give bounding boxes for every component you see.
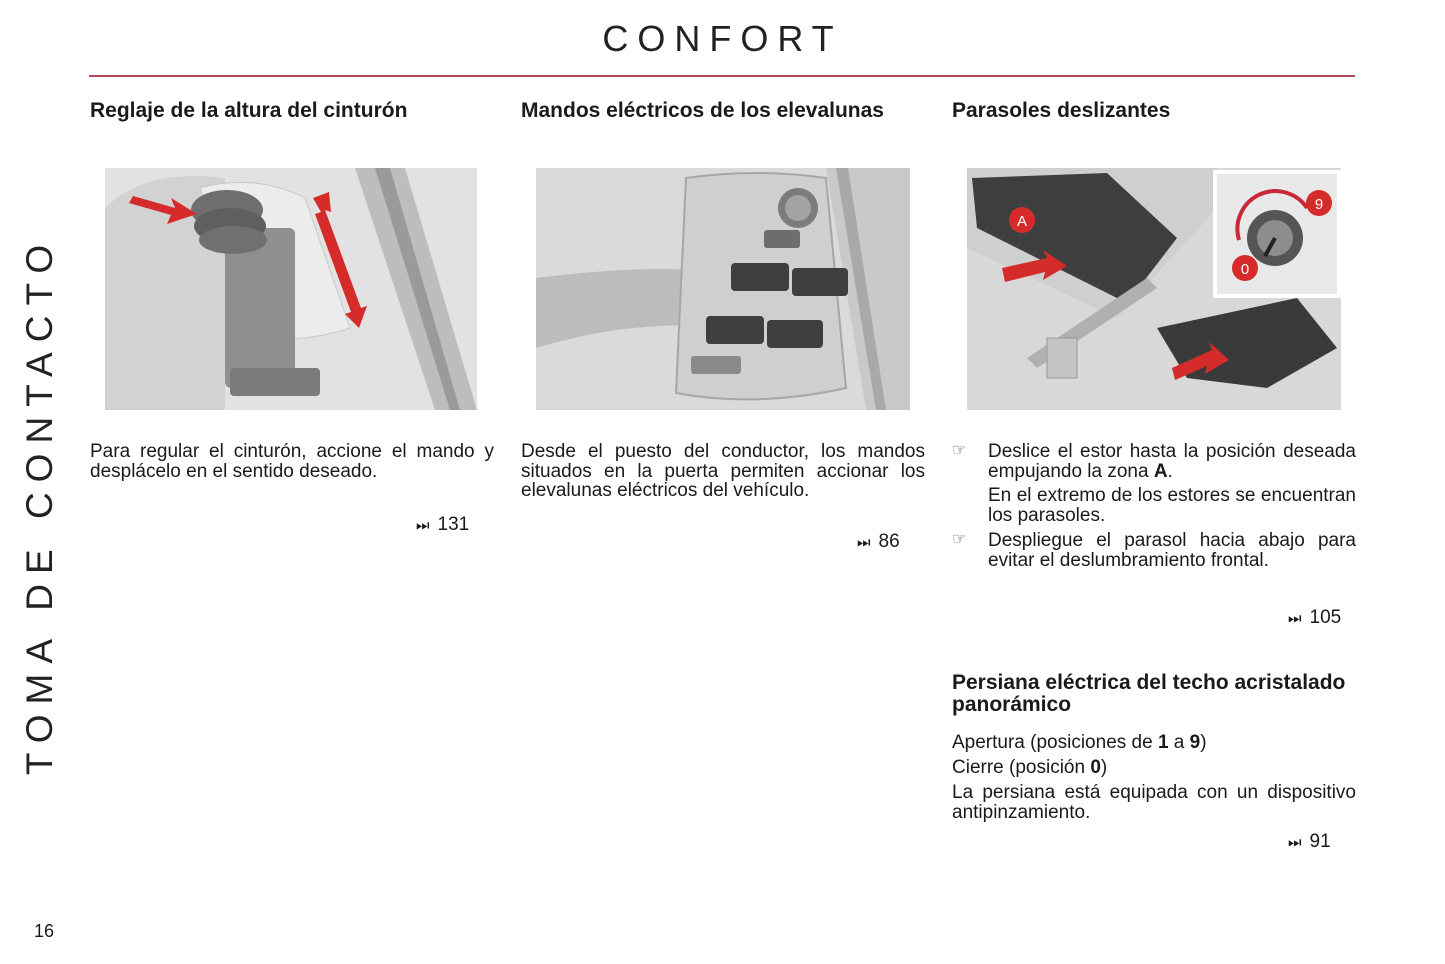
belt-height-illustration: [105, 168, 477, 410]
bullet-text: Despliegue el parasol hacia abajo para evitar el deslumbramiento frontal.: [988, 530, 1356, 571]
page-reference-number: 91: [1309, 831, 1331, 852]
window-switches-illustration: [536, 168, 910, 410]
blind-antipinch-text: La persiana está equipada con un dispositivo antipinzamiento.: [952, 782, 1356, 823]
section-sliding-sunshades: [952, 99, 1356, 852]
section-heading: Parasoles deslizantes: [952, 99, 1171, 122]
section-heading: Mandos eléctricos de los elevalunas: [521, 99, 884, 122]
sunshades-illustration: [967, 168, 1341, 410]
pointing-hand-icon: ☞: [952, 531, 967, 548]
belt-instructions-text: Para regular el cinturón, accione el mando y desplácelo en el sentido deseado.: [90, 441, 494, 482]
skip-forward-icon: ⏭: [1288, 610, 1302, 627]
page-reference[interactable]: [1288, 831, 1331, 853]
figure-label-9: 9: [1314, 196, 1324, 213]
page-reference-number: 105: [1309, 607, 1342, 628]
pointing-hand-icon: ☞: [952, 442, 967, 459]
page-reference[interactable]: [416, 514, 469, 536]
figure-label-0: 0: [1240, 261, 1250, 278]
skip-forward-icon: ⏭: [416, 517, 430, 534]
section-window-controls: [521, 99, 925, 552]
bullet-subtext: En el extremo de los estores se encuentran los parasoles.: [988, 485, 1356, 526]
skip-forward-icon: ⏭: [857, 534, 871, 551]
section-belt-height: [90, 99, 494, 535]
blind-opening-line: Apertura (posiciones de 1 a 9): [952, 732, 1207, 753]
skip-forward-icon: ⏭: [1288, 834, 1302, 851]
page-title: CONFORT: [602, 18, 843, 59]
section-heading: Reglaje de la altura del cinturón: [90, 99, 408, 122]
page-reference-number: 86: [878, 531, 900, 552]
page-reference[interactable]: [857, 531, 900, 553]
instruction-bullet: [952, 442, 1356, 525]
section-heading-panoramic-blind: Persiana eléctrica del techo acristalado panorámico: [952, 671, 1346, 716]
blind-closing-line: Cierre (posición 0): [952, 757, 1108, 778]
instruction-bullet: [952, 531, 1356, 570]
figure-label-a: A: [1016, 213, 1028, 230]
header-divider: [89, 75, 1355, 77]
bullet-text: Deslice el estor hasta la posición deseada empujando la zona A.: [988, 441, 1356, 482]
window-controls-text: Desde el puesto del conductor, los mandos situados en la puerta permiten accionar los elevalunas eléctricos del vehículo.: [521, 441, 925, 501]
page-reference-number: 131: [437, 514, 470, 535]
page-reference[interactable]: [1288, 607, 1341, 629]
page-number: 16: [34, 921, 55, 941]
side-section-label: TOMA DE CONTACTO: [19, 234, 60, 776]
